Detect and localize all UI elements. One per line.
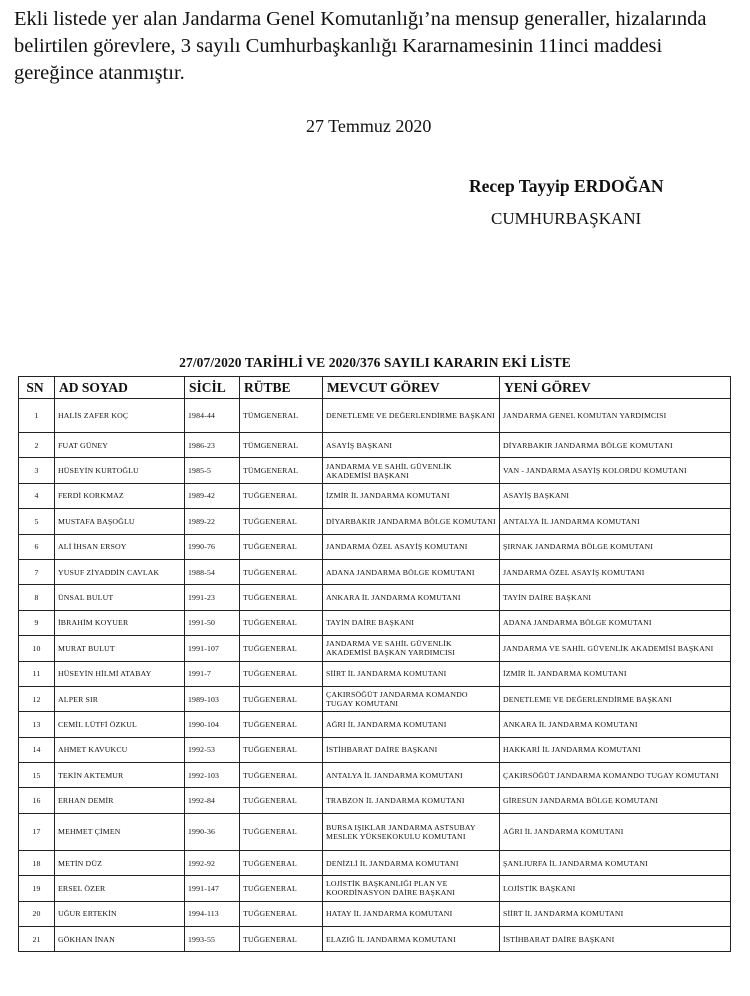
cell-current-duty: İZMİR İL JANDARMA KOMUTANI	[323, 483, 500, 508]
cell-name: AHMET KAVUKCU	[55, 737, 185, 762]
cell-rutbe: TUĞGENERAL	[240, 509, 323, 534]
cell-current-duty: İSTİHBARAT DAİRE BAŞKANI	[323, 737, 500, 762]
cell-new-duty: ŞANLIURFA İL JANDARMA KOMUTANI	[500, 850, 731, 875]
cell-rutbe: TUĞGENERAL	[240, 534, 323, 559]
cell-rutbe: TUĞGENERAL	[240, 585, 323, 610]
cell-name: GÖKHAN İNAN	[55, 927, 185, 952]
cell-sicil: 1992-84	[185, 788, 240, 813]
table-row	[19, 610, 731, 635]
cell-rutbe: TÜMGENERAL	[240, 433, 323, 458]
cell-name: ÜNSAL BULUT	[55, 585, 185, 610]
table-row	[19, 763, 731, 788]
cell-name: HALİS ZAFER KOÇ	[55, 399, 185, 433]
cell-sicil: 1993-55	[185, 927, 240, 952]
table-row	[19, 433, 731, 458]
cell-rutbe: TUĞGENERAL	[240, 661, 323, 686]
cell-current-duty: JANDARMA VE SAHİL GÜVENLİK AKADEMİSİ BAŞKANI	[323, 458, 500, 483]
cell-new-duty: ASAYİŞ BAŞKANI	[500, 483, 731, 508]
cell-rutbe: TUĞGENERAL	[240, 850, 323, 875]
cell-new-duty: ŞIRNAK JANDARMA BÖLGE KOMUTANI	[500, 534, 731, 559]
cell-sn: 9	[19, 610, 55, 635]
cell-rutbe: TUĞGENERAL	[240, 712, 323, 737]
cell-new-duty: TAYİN DAİRE BAŞKANI	[500, 585, 731, 610]
cell-new-duty: SİİRT İL JANDARMA KOMUTANI	[500, 901, 731, 926]
table-row	[19, 585, 731, 610]
cell-current-duty: ÇAKIRSÖĞÜT JANDARMA KOMANDO TUGAY KOMUTANI	[323, 686, 500, 711]
cell-new-duty: VAN - JANDARMA ASAYİŞ KOLORDU KOMUTANI	[500, 458, 731, 483]
cell-current-duty: TRABZON İL JANDARMA KOMUTANI	[323, 788, 500, 813]
table-row	[19, 534, 731, 559]
cell-new-duty: LOJİSTİK BAŞKANI	[500, 876, 731, 901]
cell-sn: 5	[19, 509, 55, 534]
cell-rutbe: TUĞGENERAL	[240, 763, 323, 788]
cell-sn: 16	[19, 788, 55, 813]
header-new-duty: YENİ GÖREV	[500, 377, 731, 399]
cell-name: İBRAHİM KOYUER	[55, 610, 185, 635]
cell-current-duty: ANKARA İL JANDARMA KOMUTANI	[323, 585, 500, 610]
intro-paragraph: Ekli listede yer alan Jandarma Genel Komutanlığı’na mensup generaller, hizalarında belirtilen görevlere, 3 sayılı Cumhurbaşkanlığı Kararnamesinin 11inci maddesi gereğince atanmıştır.	[14, 8, 707, 84]
cell-sicil: 1992-53	[185, 737, 240, 762]
cell-current-duty: DENİZLİ İL JANDARMA KOMUTANI	[323, 850, 500, 875]
cell-sicil: 1992-92	[185, 850, 240, 875]
table-row	[19, 876, 731, 901]
cell-rutbe: TUĞGENERAL	[240, 788, 323, 813]
cell-current-duty: ADANA JANDARMA BÖLGE KOMUTANI	[323, 559, 500, 584]
cell-current-duty: SİİRT İL JANDARMA KOMUTANI	[323, 661, 500, 686]
cell-sn: 4	[19, 483, 55, 508]
cell-sn: 10	[19, 636, 55, 661]
cell-new-duty: AĞRI İL JANDARMA KOMUTANI	[500, 813, 731, 850]
cell-rutbe: TUĞGENERAL	[240, 876, 323, 901]
cell-rutbe: TUĞGENERAL	[240, 636, 323, 661]
table-row	[19, 850, 731, 875]
cell-sicil: 1989-42	[185, 483, 240, 508]
header-name: AD SOYAD	[55, 377, 185, 399]
cell-sicil: 1991-147	[185, 876, 240, 901]
cell-name: FUAT GÜNEY	[55, 433, 185, 458]
cell-sn: 20	[19, 901, 55, 926]
cell-sn: 8	[19, 585, 55, 610]
table-row	[19, 661, 731, 686]
cell-name: TEKİN AKTEMUR	[55, 763, 185, 788]
cell-name: HÜSEYİN HİLMİ ATABAY	[55, 661, 185, 686]
cell-sn: 18	[19, 850, 55, 875]
header-current-duty: MEVCUT GÖREV	[323, 377, 500, 399]
cell-name: METİN DÜZ	[55, 850, 185, 875]
cell-sn: 1	[19, 399, 55, 433]
cell-rutbe: TÜMGENERAL	[240, 399, 323, 433]
cell-rutbe: TUĞGENERAL	[240, 559, 323, 584]
cell-sn: 6	[19, 534, 55, 559]
cell-name: YUSUF ZİYADDİN CAVLAK	[55, 559, 185, 584]
cell-current-duty: DİYARBAKIR JANDARMA BÖLGE KOMUTANI	[323, 509, 500, 534]
cell-rutbe: TUĞGENERAL	[240, 610, 323, 635]
cell-sicil: 1990-36	[185, 813, 240, 850]
cell-name: FERDİ KORKMAZ	[55, 483, 185, 508]
table-row	[19, 813, 731, 850]
cell-name: ALİ İHSAN ERSOY	[55, 534, 185, 559]
cell-current-duty: ANTALYA İL JANDARMA KOMUTANI	[323, 763, 500, 788]
document-date: 27 Temmuz 2020	[306, 116, 432, 136]
cell-sicil: 1992-103	[185, 763, 240, 788]
cell-sicil: 1990-76	[185, 534, 240, 559]
cell-sicil: 1990-104	[185, 712, 240, 737]
cell-current-duty: TAYİN DAİRE BAŞKANI	[323, 610, 500, 635]
cell-new-duty: İSTİHBARAT DAİRE BAŞKANI	[500, 927, 731, 952]
cell-current-duty: JANDARMA ÖZEL ASAYİŞ KOMUTANI	[323, 534, 500, 559]
cell-rutbe: TUĞGENERAL	[240, 813, 323, 850]
table-row	[19, 737, 731, 762]
cell-new-duty: GİRESUN JANDARMA BÖLGE KOMUTANI	[500, 788, 731, 813]
header-sicil: SİCİL	[185, 377, 240, 399]
cell-rutbe: TUĞGENERAL	[240, 737, 323, 762]
table-row	[19, 712, 731, 737]
cell-name: MUSTAFA BAŞOĞLU	[55, 509, 185, 534]
table-row	[19, 636, 731, 661]
table-row	[19, 483, 731, 508]
cell-new-duty: JANDARMA ÖZEL ASAYİŞ KOMUTANI	[500, 559, 731, 584]
table-row	[19, 509, 731, 534]
header-sn: SN	[19, 377, 55, 399]
cell-sicil: 1985-5	[185, 458, 240, 483]
cell-name: MEHMET ÇİMEN	[55, 813, 185, 850]
cell-sn: 14	[19, 737, 55, 762]
table-title: 27/07/2020 TARİHLİ VE 2020/376 SAYILI KARARIN EKİ LİSTE	[179, 355, 571, 370]
appointment-table	[18, 376, 731, 952]
cell-new-duty: ADANA JANDARMA BÖLGE KOMUTANI	[500, 610, 731, 635]
cell-sn: 3	[19, 458, 55, 483]
cell-name: ERSEL ÖZER	[55, 876, 185, 901]
table-header-row	[19, 377, 731, 399]
table-row	[19, 399, 731, 433]
cell-name: UĞUR ERTEKİN	[55, 901, 185, 926]
cell-rutbe: TÜMGENERAL	[240, 458, 323, 483]
cell-sn: 17	[19, 813, 55, 850]
signer-title: CUMHURBAŞKANI	[491, 209, 642, 228]
cell-sn: 21	[19, 927, 55, 952]
cell-sn: 19	[19, 876, 55, 901]
cell-new-duty: İZMİR İL JANDARMA KOMUTANI	[500, 661, 731, 686]
cell-new-duty: DİYARBAKIR JANDARMA BÖLGE KOMUTANI	[500, 433, 731, 458]
cell-current-duty: LOJİSTİK BAŞKANLIĞI PLAN VE KOORDİNASYON DAİRE BAŞKANI	[323, 876, 500, 901]
table-row	[19, 458, 731, 483]
cell-current-duty: JANDARMA VE SAHİL GÜVENLİK AKADEMİSİ BAŞKAN YARDIMCISI	[323, 636, 500, 661]
cell-sicil: 1989-103	[185, 686, 240, 711]
cell-sicil: 1994-113	[185, 901, 240, 926]
cell-new-duty: ÇAKIRSÖĞÜT JANDARMA KOMANDO TUGAY KOMUTANI	[500, 763, 731, 788]
cell-rutbe: TUĞGENERAL	[240, 901, 323, 926]
table-row	[19, 686, 731, 711]
cell-sicil: 1991-7	[185, 661, 240, 686]
cell-name: ALPER SIR	[55, 686, 185, 711]
cell-sicil: 1989-22	[185, 509, 240, 534]
cell-sicil: 1991-23	[185, 585, 240, 610]
cell-sicil: 1986-23	[185, 433, 240, 458]
cell-sn: 2	[19, 433, 55, 458]
cell-name: HÜSEYİN KURTOĞLU	[55, 458, 185, 483]
cell-new-duty: DENETLEME VE DEĞERLENDİRME BAŞKANI	[500, 686, 731, 711]
cell-rutbe: TUĞGENERAL	[240, 483, 323, 508]
cell-new-duty: JANDARMA VE SAHİL GÜVENLİK AKADEMİSİ BAŞKANI	[500, 636, 731, 661]
cell-sicil: 1984-44	[185, 399, 240, 433]
table-row	[19, 559, 731, 584]
cell-sn: 15	[19, 763, 55, 788]
cell-sn: 7	[19, 559, 55, 584]
table-row	[19, 788, 731, 813]
cell-sicil: 1991-50	[185, 610, 240, 635]
table-row	[19, 927, 731, 952]
cell-rutbe: TUĞGENERAL	[240, 927, 323, 952]
cell-rutbe: TUĞGENERAL	[240, 686, 323, 711]
cell-current-duty: AĞRI İL JANDARMA KOMUTANI	[323, 712, 500, 737]
cell-current-duty: BURSA IŞIKLAR JANDARMA ASTSUBAY MESLEK YÜKSEKOKULU KOMUTANI	[323, 813, 500, 850]
header-rutbe: RÜTBE	[240, 377, 323, 399]
cell-sn: 12	[19, 686, 55, 711]
cell-current-duty: HATAY İL JANDARMA KOMUTANI	[323, 901, 500, 926]
cell-name: CEMİL LÜTFİ ÖZKUL	[55, 712, 185, 737]
cell-current-duty: ASAYİŞ BAŞKANI	[323, 433, 500, 458]
cell-new-duty: ANKARA İL JANDARMA KOMUTANI	[500, 712, 731, 737]
cell-sicil: 1988-54	[185, 559, 240, 584]
cell-name: ERHAN DEMİR	[55, 788, 185, 813]
cell-sn: 13	[19, 712, 55, 737]
table-row	[19, 901, 731, 926]
cell-new-duty: ANTALYA İL JANDARMA KOMUTANI	[500, 509, 731, 534]
cell-name: MURAT BULUT	[55, 636, 185, 661]
cell-sn: 11	[19, 661, 55, 686]
cell-new-duty: HAKKARİ İL JANDARMA KOMUTANI	[500, 737, 731, 762]
cell-current-duty: ELAZIĞ İL JANDARMA KOMUTANI	[323, 927, 500, 952]
cell-new-duty: JANDARMA GENEL KOMUTAN YARDIMCISI	[500, 399, 731, 433]
signer-name: Recep Tayyip ERDOĞAN	[469, 176, 664, 196]
cell-current-duty: DENETLEME VE DEĞERLENDİRME BAŞKANI	[323, 399, 500, 433]
cell-sicil: 1991-107	[185, 636, 240, 661]
